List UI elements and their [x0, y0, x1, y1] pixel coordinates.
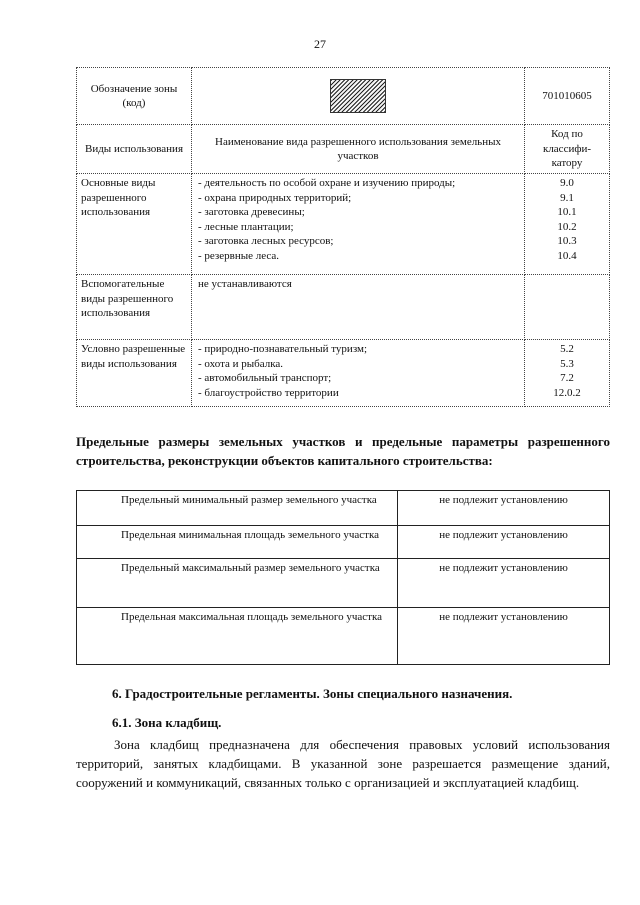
code-value: 10.3 — [557, 235, 577, 247]
row-items-conditional — [192, 340, 525, 407]
page-number: 27 — [314, 37, 326, 51]
code-value: 9.0 — [560, 177, 574, 189]
zone-code-value: 701010605 — [525, 68, 610, 125]
list-item: - охота и рыбалка. — [198, 357, 284, 370]
row-codes-main — [525, 174, 610, 275]
code-value: 9.1 — [560, 191, 574, 204]
row-kind-conditional: Условно разрешенные виды использования — [77, 340, 192, 407]
list-item: - заготовка древесины; — [198, 206, 305, 218]
limit-value: не подлежит установлению — [398, 526, 610, 559]
section-6-1-heading: 6.1. Зона кладбищ. — [112, 715, 222, 730]
limit-label: Предельная минимальная площадь земельного участка — [77, 526, 398, 559]
list-item: - заготовка лесных ресурсов; — [198, 235, 334, 247]
code-value: 5.2 — [560, 343, 574, 355]
section-6-1-text: Зона кладбищ предназначена для обеспечения правовых условий использования территорий, занятых кладбищами. В указанной зоне разрешается размещение зданий, сооружений и коммуникаций, связанных только с организацией и эксплуатацией кладбищ. — [76, 737, 610, 790]
list-item: - резервные леса. — [198, 249, 280, 262]
list-item: - природно-познавательный туризм; — [198, 343, 368, 355]
code-value: 10.4 — [557, 249, 577, 262]
list-item: - благоустройство территории — [198, 386, 339, 399]
limit-label: Предельный максимальный размер земельного участка — [77, 559, 398, 608]
list-item: - охрана природных территорий; — [198, 191, 352, 204]
zone-hatch-cell — [192, 68, 525, 125]
row-codes-auxiliary — [525, 275, 610, 340]
list-item: - лесные плантации; — [198, 220, 294, 233]
list-item: не устанавливаются — [198, 278, 292, 290]
row-codes-conditional — [525, 340, 610, 407]
list-item: - автомобильный транспорт; — [198, 372, 332, 384]
limit-value: не подлежит установлению — [398, 491, 610, 526]
code-value: 12.0.2 — [553, 386, 581, 399]
table-row — [77, 608, 610, 665]
row-kind-main: Основные виды разрешенного использования — [77, 174, 192, 275]
code-value: 10.1 — [557, 206, 577, 218]
limit-value: не подлежит установлению — [398, 608, 610, 665]
code-value: 10.2 — [557, 220, 577, 233]
row-items-auxiliary — [192, 275, 525, 340]
code-value: 7.2 — [560, 372, 574, 384]
table-row — [77, 491, 610, 526]
section-6-heading: 6. Градостроительные регламенты. Зоны специального назначения. — [112, 686, 513, 701]
code-value: 5.3 — [560, 357, 574, 370]
column-header-name: Наименование вида разрешенного использования земельных участков — [192, 125, 525, 174]
table-row — [77, 559, 610, 608]
zone-code-label: Обозначение зоны (код) — [77, 68, 192, 125]
limits-table — [76, 490, 610, 665]
limit-value: не подлежит установлению — [398, 559, 610, 608]
limit-label: Предельная максимальная площадь земельного участка — [77, 608, 398, 665]
table-row — [77, 526, 610, 559]
limits-heading: Предельные размеры земельных участков и предельные параметры разрешенного строительства, реконструкции объектов капитального строительства: — [76, 434, 610, 468]
column-header-code: Код по классифи-катору — [525, 125, 610, 174]
zone-table — [76, 67, 610, 407]
list-item: - деятельность по особой охране и изучению природы; — [198, 177, 456, 189]
limit-label: Предельный минимальный размер земельного участка — [77, 491, 398, 526]
column-header-kinds: Виды использования — [77, 125, 192, 174]
zone-hatch-swatch — [330, 79, 386, 113]
row-items-main — [192, 174, 525, 275]
row-kind-auxiliary: Вспомогательные виды разрешенного использования — [77, 275, 192, 340]
